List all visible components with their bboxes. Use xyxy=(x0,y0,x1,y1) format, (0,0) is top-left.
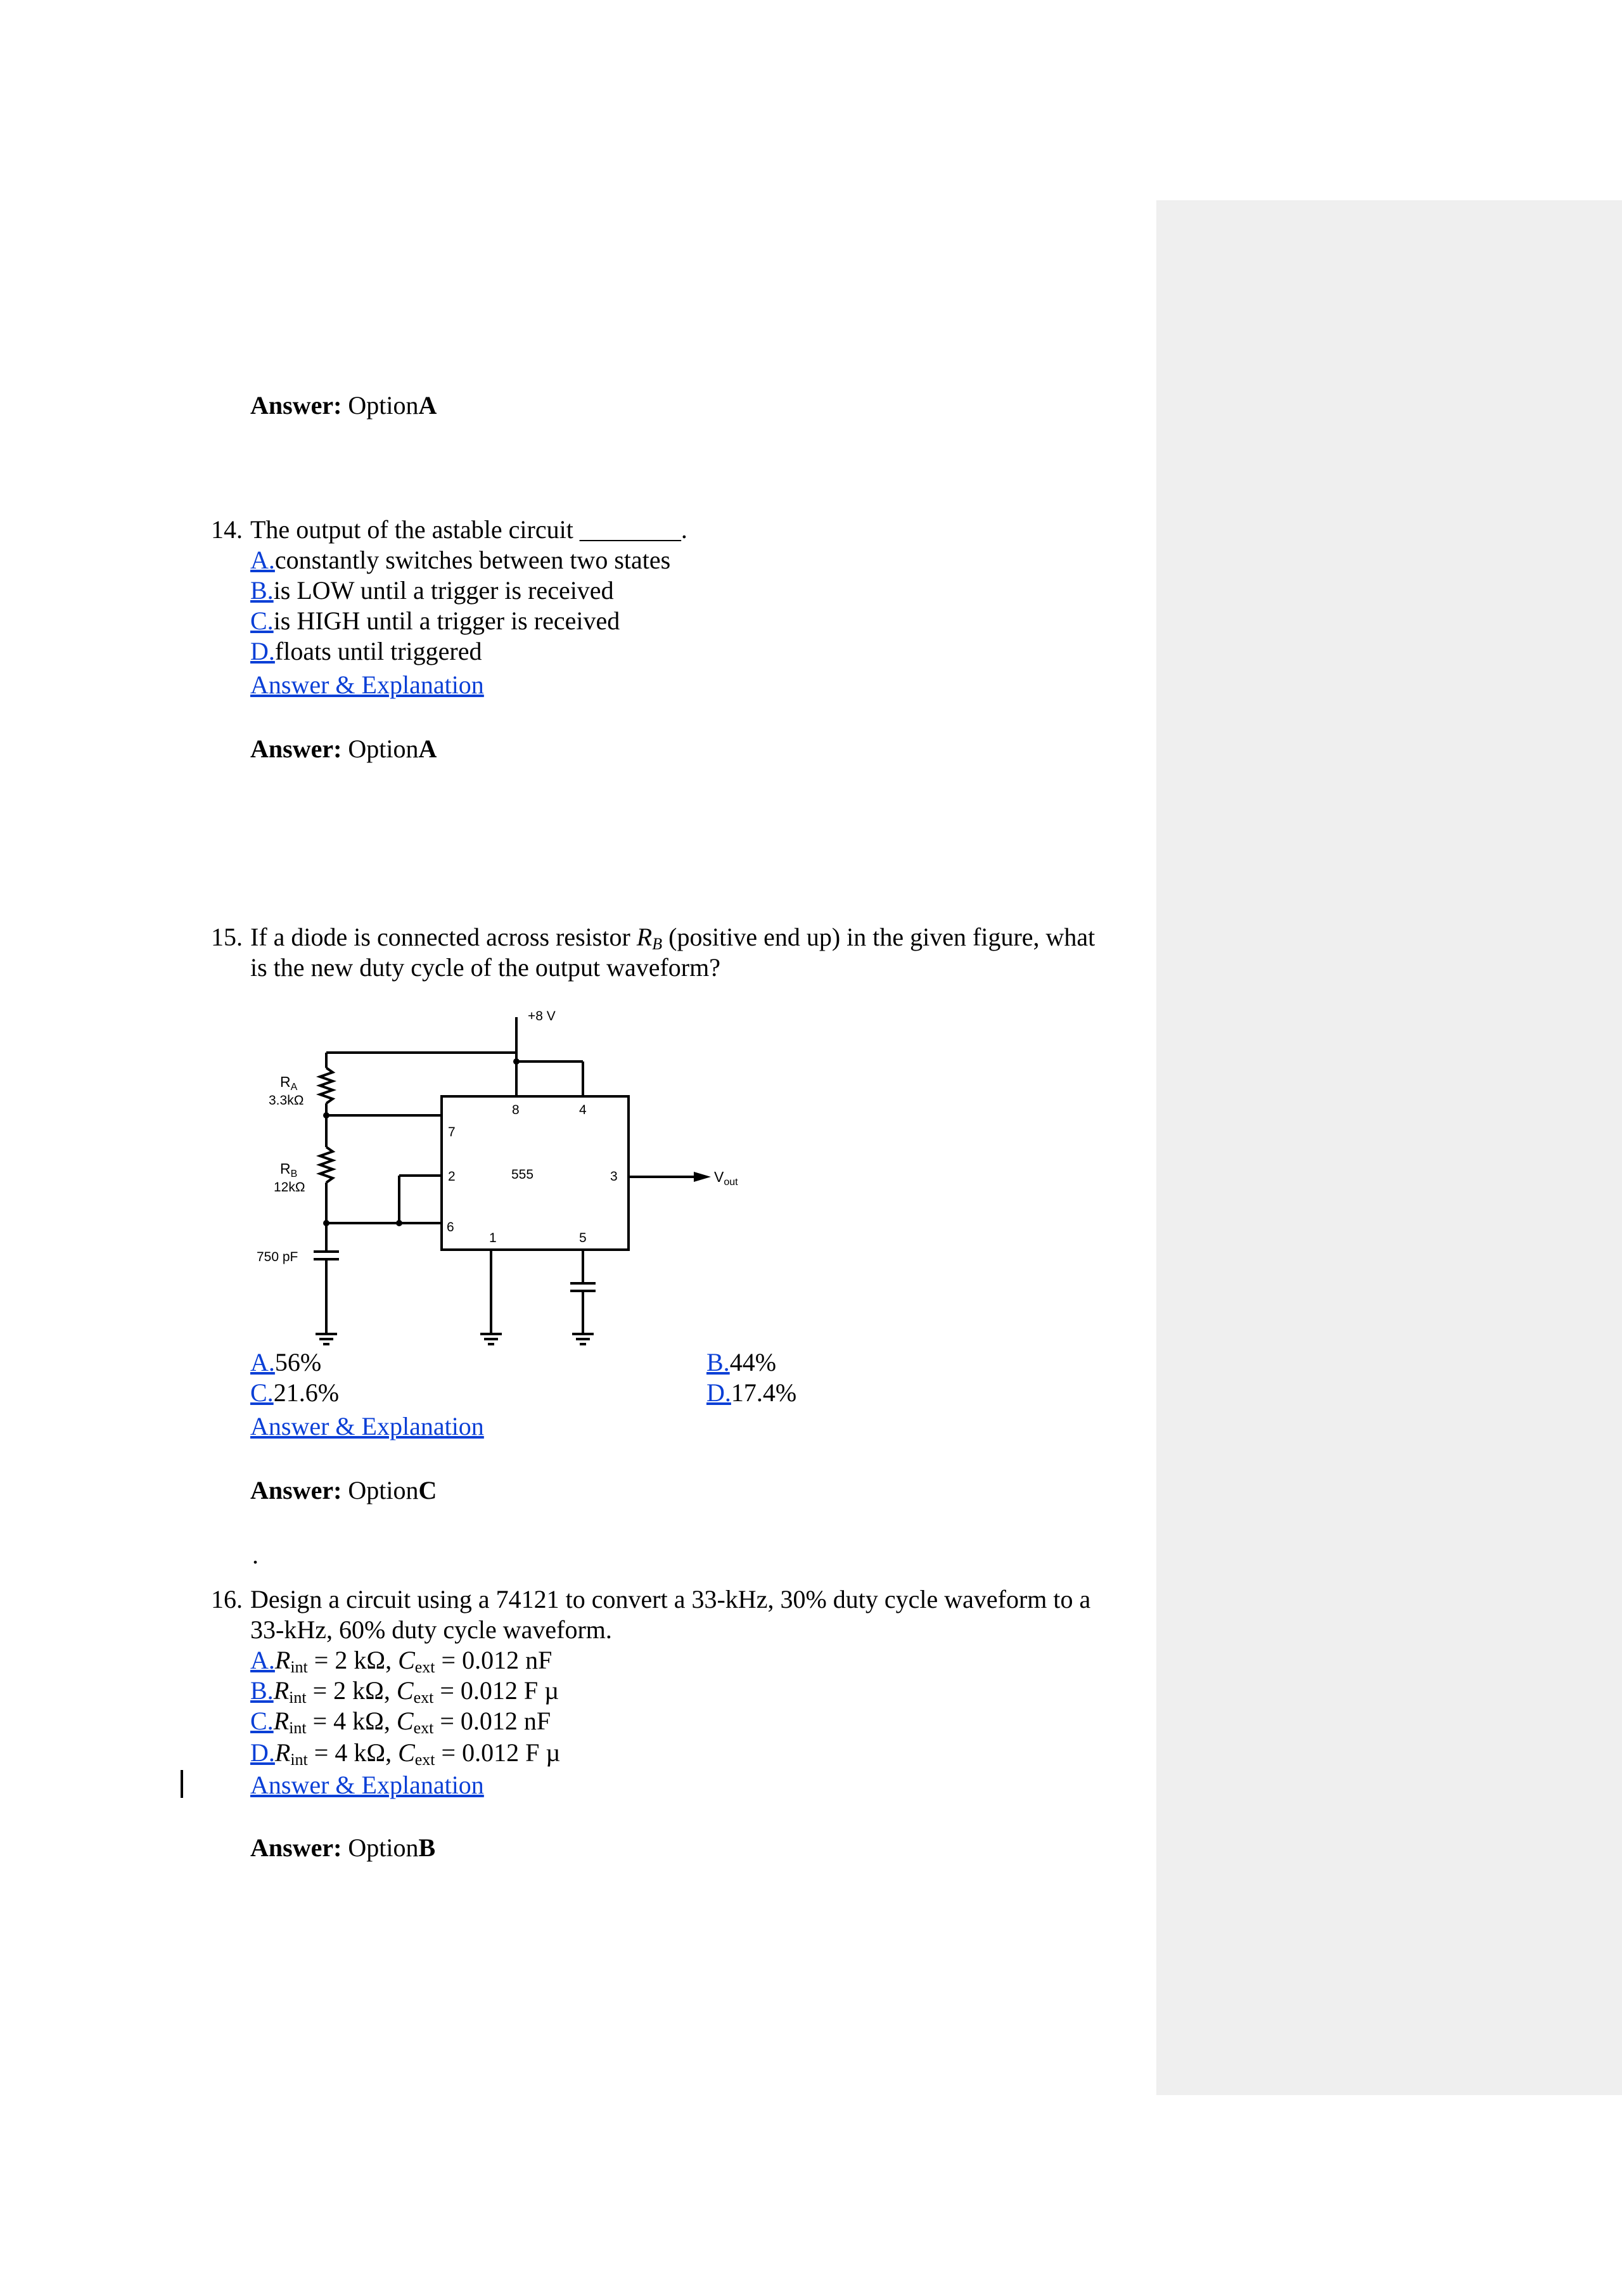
answer-16: Answer: OptionB xyxy=(250,1833,436,1862)
svg-text:7: 7 xyxy=(448,1125,456,1139)
answer-text: Option xyxy=(348,391,419,420)
q16-option-d[interactable]: $D.R_{int} = 4$ kΩ, $C_{ext} = 0.012$ F µ xyxy=(250,1738,561,1769)
text-cursor xyxy=(181,1770,183,1798)
astable-555-circuit-diagram xyxy=(247,1004,792,1378)
supply-label: +8 V xyxy=(528,1009,556,1023)
svg-text:2: 2 xyxy=(448,1169,456,1184)
question-15-text: If a diode is connected across resistor $R_B$ (positive end up) in the given figure, what xyxy=(250,923,1095,953)
q16-option-c[interactable]: $C.R_{int} = 4$ kΩ, $C_{ext} = 0.012$ nF xyxy=(250,1707,551,1737)
rb-value: 12kΩ xyxy=(274,1180,305,1195)
q14-option-d[interactable]: D.floats until triggered xyxy=(250,637,482,665)
chip-label: 555 xyxy=(511,1167,534,1182)
comment-sidebar xyxy=(1156,200,1622,2095)
cap-value: 750 pF xyxy=(257,1250,298,1264)
q14-answer-link[interactable]: Answer & Explanation xyxy=(250,670,484,699)
answer-14: Answer: OptionA xyxy=(250,734,437,763)
question-16-text-line2: 33-kHz, 60% duty cycle waveform. xyxy=(250,1615,612,1644)
question-16-text: Design a circuit using a 74121 to convert a 33-kHz, 30% duty cycle waveform to a xyxy=(250,1585,1091,1613)
question-15-number: 15. xyxy=(211,923,243,951)
svg-text:Vout: $V_{out}$ xyxy=(714,1169,738,1188)
svg-text:RB: $R_B$ xyxy=(280,1160,298,1179)
q15-option-c[interactable]: C.21.6% xyxy=(250,1378,340,1407)
q15-option-a[interactable]: A.56% xyxy=(250,1348,322,1376)
svg-text:1: 1 xyxy=(489,1231,497,1245)
svg-text:RA: $R_A$ xyxy=(280,1074,298,1093)
svg-text:8: 8 xyxy=(512,1103,520,1117)
question-15-text-line2: is the new duty cycle of the output waveform? xyxy=(250,953,720,982)
answer-label: Answer: xyxy=(250,391,342,420)
svg-text:4: 4 xyxy=(579,1103,587,1117)
q14-option-c[interactable]: C.is HIGH until a trigger is received xyxy=(250,606,620,635)
q16-option-a[interactable]: $A.R_{int} = 2$ kΩ, $C_{ext} = 0.012$ nF xyxy=(250,1646,552,1676)
answer-13 xyxy=(250,390,437,421)
answer-15: Answer: OptionC xyxy=(250,1476,437,1504)
q15-option-b[interactable]: B.44% xyxy=(706,1348,777,1376)
stray-dot: . xyxy=(252,1541,259,1569)
question-16-number: 16. xyxy=(211,1585,243,1613)
answer-letter: A xyxy=(418,391,437,420)
svg-text:3: 3 xyxy=(610,1169,618,1184)
q15-option-d[interactable]: D.17.4% xyxy=(706,1378,797,1407)
q16-option-b[interactable]: $B.R_{int} = 2$ kΩ, $C_{ext} = 0.012$ F µ xyxy=(250,1676,559,1707)
question-14-number: 14. xyxy=(211,515,243,544)
svg-text:6: 6 xyxy=(447,1220,454,1235)
ra-value: 3.3kΩ xyxy=(269,1093,304,1108)
q14-option-a[interactable]: A.constantly switches between two states xyxy=(250,546,671,574)
q15-answer-link[interactable]: Answer & Explanation xyxy=(250,1412,484,1440)
q14-option-b[interactable]: B.is LOW until a trigger is received xyxy=(250,576,614,605)
question-14-text: The output of the astable circuit ________. xyxy=(250,515,687,544)
svg-text:5: 5 xyxy=(579,1231,587,1245)
q16-answer-link[interactable]: Answer & Explanation xyxy=(250,1771,484,1799)
